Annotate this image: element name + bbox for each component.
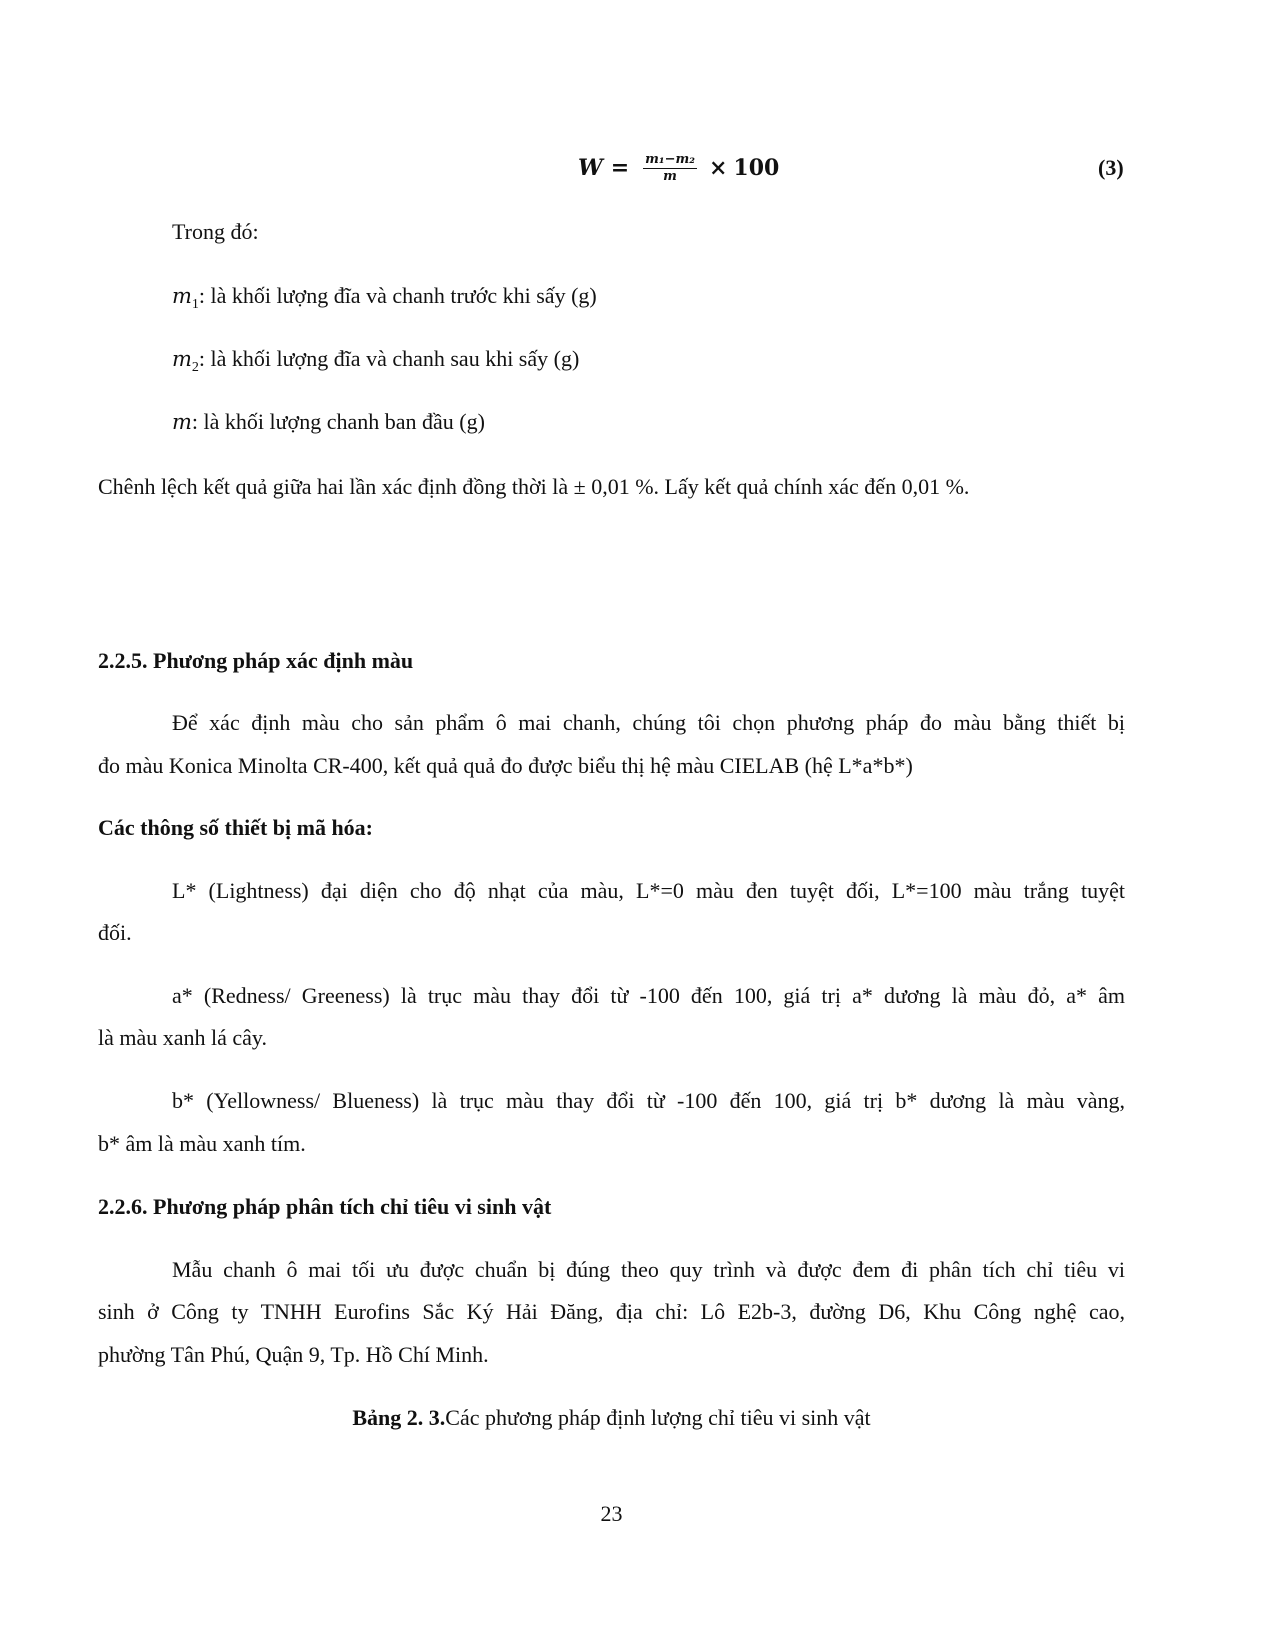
paragraph-line: a* (Redness/ Greeness) là trục màu thay đổi từ -100 đến 100, giá trị a* dương là màu đỏ, a* âm: [172, 983, 1125, 1008]
equation-numerator: m₁−m₂: [645, 151, 695, 167]
definition-subscript: 1: [191, 297, 199, 312]
paragraph-line: L* (Lightness) đại diện cho độ nhạt của màu, L*=0 màu đen tuyệt đối, L*=100 màu trắng tuyệt: [172, 878, 1125, 903]
paragraph-line: phường Tân Phú, Quận 9, Tp. Hồ Chí Minh.: [98, 1342, 489, 1367]
definition-m1: [172, 282, 597, 319]
definition-symbol: m: [172, 410, 192, 434]
equation-fraction: [643, 152, 697, 185]
definition-m: [172, 408, 485, 436]
equation-times: ×: [708, 155, 728, 181]
definition-m2: [172, 345, 579, 382]
paragraph-line: b* âm là màu xanh tím.: [98, 1131, 306, 1156]
paragraph-line: b* (Yellowness/ Blueness) là trục màu thay đổi từ -100 đến 100, giá trị b* dương là màu vàng,: [172, 1088, 1125, 1113]
table-caption-label: Bảng 2. 3.: [352, 1405, 446, 1430]
definition-symbol: m: [172, 284, 192, 308]
paragraph-line: đo màu Konica Minolta CR-400, kết quả quả đo được biểu thị hệ màu CIELAB (hệ L*a*b*): [98, 753, 913, 778]
section-heading-226: 2.2.6. Phương pháp phân tích chỉ tiêu vi sinh vật: [98, 1194, 552, 1219]
table-caption-text: Các phương pháp định lượng chỉ tiêu vi sinh vật: [445, 1405, 871, 1430]
subheading-parameters: Các thông số thiết bị mã hóa:: [98, 815, 374, 840]
moisture-equation: [578, 145, 779, 191]
page-number: 23: [600, 1501, 623, 1526]
definition-text: : là khối lượng chanh ban đầu (g): [191, 409, 485, 434]
paragraph-line: là màu xanh lá cây.: [98, 1025, 267, 1050]
equation-factor: 100: [733, 155, 780, 181]
definition-subscript: 2: [191, 360, 199, 375]
section-heading-225: 2.2.5. Phương pháp xác định màu: [98, 648, 414, 673]
paragraph-line: Mẫu chanh ô mai tối ưu được chuẩn bị đúng theo quy trình và được đem đi phân tích chỉ tiêu vi: [172, 1257, 1125, 1282]
definition-text: : là khối lượng đĩa và chanh sau khi sấy (g): [198, 346, 580, 371]
equation-number: (3): [1098, 155, 1124, 180]
paragraph-line: sinh ở Công ty TNHH Eurofins Sắc Ký Hải Đăng, địa chỉ: Lô E2b-3, đường D6, Khu Công nghệ cao,: [98, 1299, 1125, 1324]
table-caption: [0, 1404, 1223, 1432]
equation-denominator: m: [663, 168, 677, 184]
definition-text: : là khối lượng đĩa và chanh trước khi sấy (g): [198, 283, 597, 308]
paragraph-line: Để xác định màu cho sản phẩm ô mai chanh, chúng tôi chọn phương pháp đo màu bằng thiết bị: [172, 710, 1125, 735]
paragraph-line: đối.: [98, 920, 132, 945]
equation-lhs: W: [578, 155, 603, 181]
where-label: Trong đó:: [172, 219, 259, 244]
tolerance-text: Chênh lệch kết quả giữa hai lần xác định đồng thời là ± 0,01 %. Lấy kết quả chính xác đến 0,01 %.: [98, 474, 970, 499]
definition-symbol: m: [172, 347, 192, 371]
equation-equals: =: [610, 155, 630, 181]
